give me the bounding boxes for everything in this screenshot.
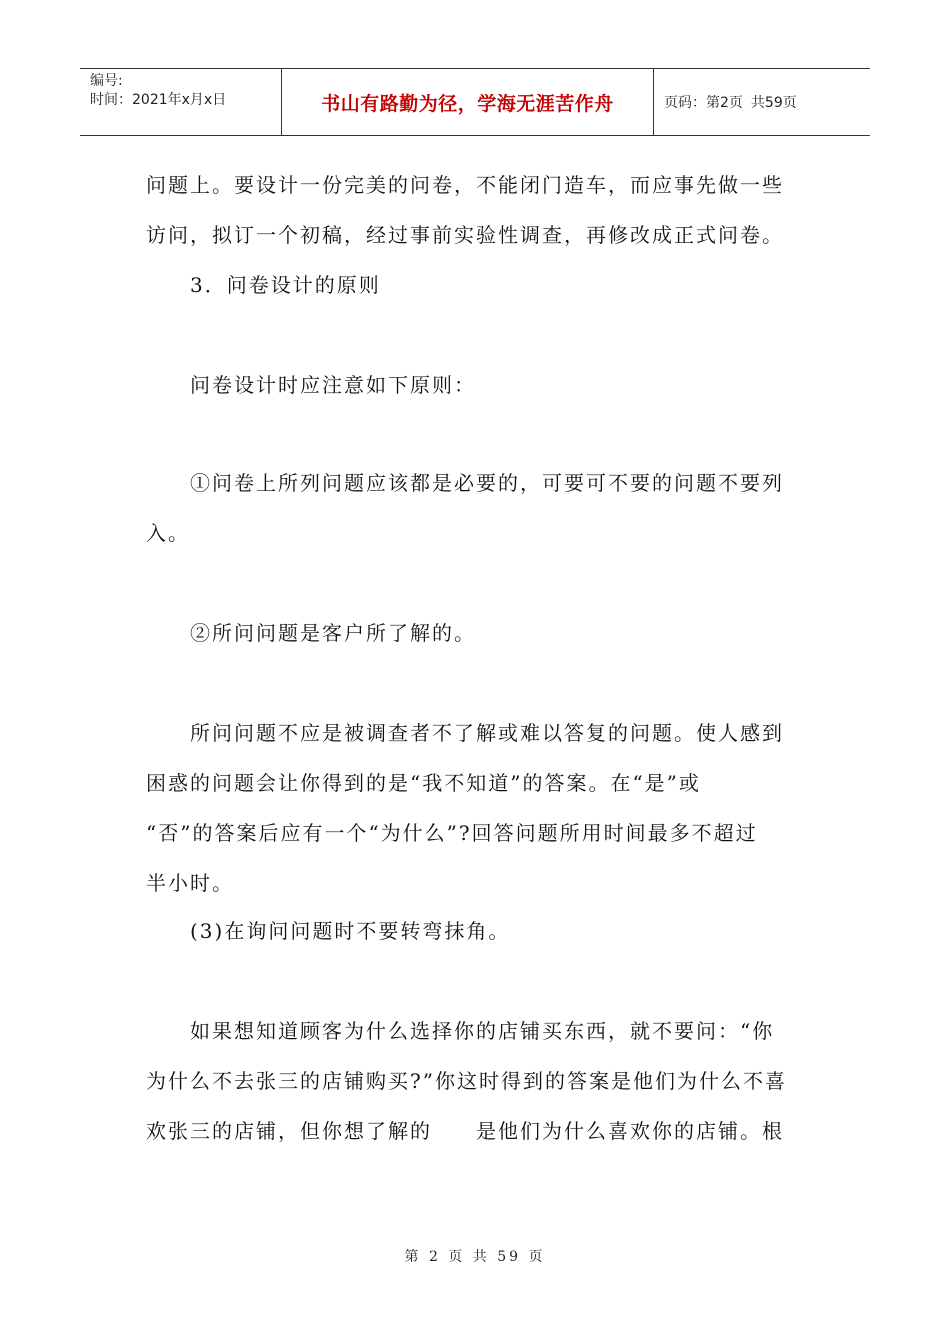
- header-page-info: [654, 69, 870, 135]
- header-page-total: 共59页: [750, 95, 797, 111]
- header-motto: 书山有路勤为径，学海无涯苦作舟: [282, 69, 654, 135]
- document-number-label: 编号:: [90, 73, 123, 89]
- section-heading: 3．问卷设计的原则: [190, 273, 381, 297]
- header-page-code: 页码：第2页: [664, 95, 743, 111]
- page-header: [80, 68, 870, 136]
- header-meta: [80, 69, 282, 135]
- paragraph-line: 入。: [146, 521, 190, 545]
- paragraph-line: 问卷设计时应注意如下原则：: [190, 373, 476, 397]
- paragraph-line: 所问问题不应是被调查者不了解或难以答复的问题。使人感到: [190, 721, 784, 745]
- paragraph-line: 为什么不去张三的店铺购买?”你这时得到的答案是他们为什么不喜: [146, 1069, 787, 1093]
- paragraph-line: 困惑的问题会让你得到的是“我不知道”的答案。在“是”或: [146, 771, 701, 795]
- principle-item: ①问卷上所列问题应该都是必要的，可要可不要的问题不要列: [190, 471, 784, 495]
- paragraph-line: 半小时。: [146, 871, 234, 895]
- principle-item: ②所问问题是客户所了解的。: [190, 621, 476, 645]
- paragraph-line: 问题上。要设计一份完美的问卷，不能闭门造车，而应事先做一些: [146, 173, 784, 197]
- paragraph-line: 如果想知道顾客为什么选择你的店铺买东西，就不要问：“你: [190, 1019, 775, 1043]
- document-date: 时间：2021年x月x日: [90, 92, 227, 108]
- page-footer: 第 2 页 共 59 页: [404, 1249, 546, 1265]
- principle-item: (3)在询问问题时不要转弯抹角。: [190, 919, 511, 943]
- paragraph-line: “否”的答案后应有一个“为什么”?回答问题所用时间最多不超过: [146, 821, 758, 845]
- paragraph-line: 欢张三的店铺，但你想了解的 是他们为什么喜欢你的店铺。根: [146, 1119, 784, 1143]
- paragraph-line: 访问，拟订一个初稿，经过事前实验性调查，再修改成正式问卷。: [146, 223, 784, 247]
